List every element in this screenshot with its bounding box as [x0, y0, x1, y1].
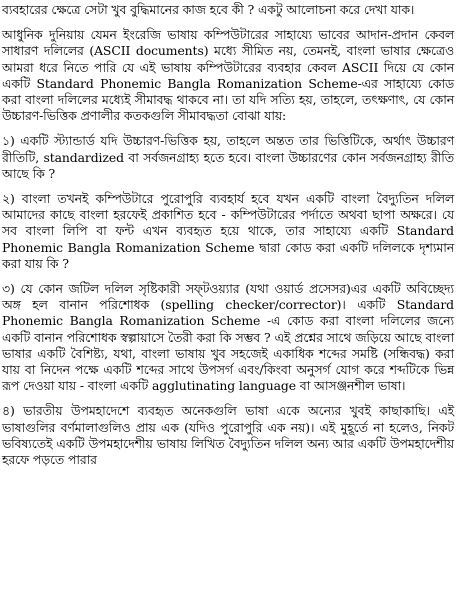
- paragraph-ascii-scope: আধুনিক দুনিয়ায় যেমন ইংরেজি ভাষায় কম্পিউটারের সাহায্যে ভাবের আদান-প্রদান কেবল সাধারণ দলিলের (ASCII documents) মধ্যে সীমিত নয়, তেমনই, বাংলা ভাষার ক্ষেত্রেও আমরা ধরে নিতে পারি যে এই ভাষায় কম্পিউটারের ব্যবহার কেবল ASCII দিয়ে যে কোন একটি Standard Phonemic Bangla Romanization Scheme-এর সাহায্যে কোড করা বাংলা দলিলের মধ্যেই সীমাবদ্ধ থাকবে না। তা যদি সত্যি হয়, তাহলে, তৎক্ষণাৎ, যে কোন উচ্চারণ-ভিত্তিক প্রণালীর কতকগুলি সীমাবদ্ধতা বোঝা যায়:: [2, 27, 454, 124]
- document-page: [2, 0, 454, 468]
- paragraph-gap: [2, 124, 454, 133]
- paragraph-point-1: ১) একটি স্ট্যান্ডার্ড যদি উচ্চারণ-ভিত্তিক হয়, তাহলে অন্তত তার ভিত্তিটিকে, অর্থাৎ উচ্চারণ রীতিটি, standardized বা সর্বজনগ্রাহ্য হতে হবে। বাংলা উচ্চারণের কোন সর্বজনগ্রাহ্য রীতি আছে কি ?: [2, 133, 454, 181]
- paragraph-point-4: ৪) ভারতীয় উপমহাদেশে ব্যবহৃত অনেকগুলি ভাষা একে অন্যের খুবই কাছাকাছি। এই ভাষাগুলির বর্ণমালাগুলিও প্রায় এক (যদিও পুরোপুরি এক নয়)। এই মুহূর্তে না হলেও, নিকট ভবিষ্যতেই একটি উপমহাদেশীয় ভাষায় লিখিত বৈদ্যুতিন দলিল অন্য আর একটি উপমহাদেশীয় হরফে পড়তে পারার: [2, 403, 454, 468]
- paragraph-gap: [2, 18, 454, 27]
- paragraph-intro-continuation: ব্যবহারের ক্ষেত্রে সেটা খুব বুদ্ধিমানের কাজ হবে কী ? একটু আলোচনা করে দেখা যাক।: [2, 2, 415, 17]
- paragraph-gap: [2, 272, 454, 281]
- paragraph-point-2: ২) বাংলা তখনই কম্পিউটারে পুরোপুরি ব্যবহার্য হবে যখন একটি বাংলা বৈদ্যুতিন দলিল আমাদের কাছে বাংলা হরফেই প্রকাশিত হবে - কম্পিউটারের পর্দাতে অথবা ছাপা অক্ষরে। যে সব বাংলা লিপি বা ফন্ট এখন ব্যবহৃত হয়ে থাকে, তার সাহায্যে একটি Standard Phonemic Bangla Romanization Scheme দ্বারা কোড করা একটি দলিলকে দৃশ্যমান করা যায় কি ?: [2, 191, 454, 271]
- paragraph-point-3: ৩) যে কোন জটিল দলিল সৃষ্টিকারী সফ্‌টওয়্যার (যথা ওয়ার্ড প্রসেসর)এর একটি অবিচ্ছেদ্য অঙ্গ হল বানান পরিশোধক (spelling checker/corrector)। একটি Standard Phonemic Bangla Romanization Scheme -এ কোড করা বাংলা দলিলের জন্যে একটি বানান পরিশোধক স্বল্পায়াসে তৈরী করা কি সম্ভব ? এই প্রশ্নের সাথে জড়িয়ে আছে বাংলা ভাষার একটি বৈশিষ্ট্য, যথা, বাংলা ভাষায় খুব সহজেই একাধিক শব্দের সমষ্টি (সন্ধিবদ্ধ) করা যায় বা নিদেন পক্ষে একটি শব্দের সাথে উপসর্গ এবং/কিংবা অনুসর্গ যোগ করে শব্দটিকে ভিন্ন রূপ দেওয়া যায় - বাংলা একটি agglutinating language বা আসঞ্জনশীল ভাষা।: [2, 281, 454, 394]
- paragraph-gap: [2, 394, 454, 403]
- paragraph-gap: [2, 182, 454, 191]
